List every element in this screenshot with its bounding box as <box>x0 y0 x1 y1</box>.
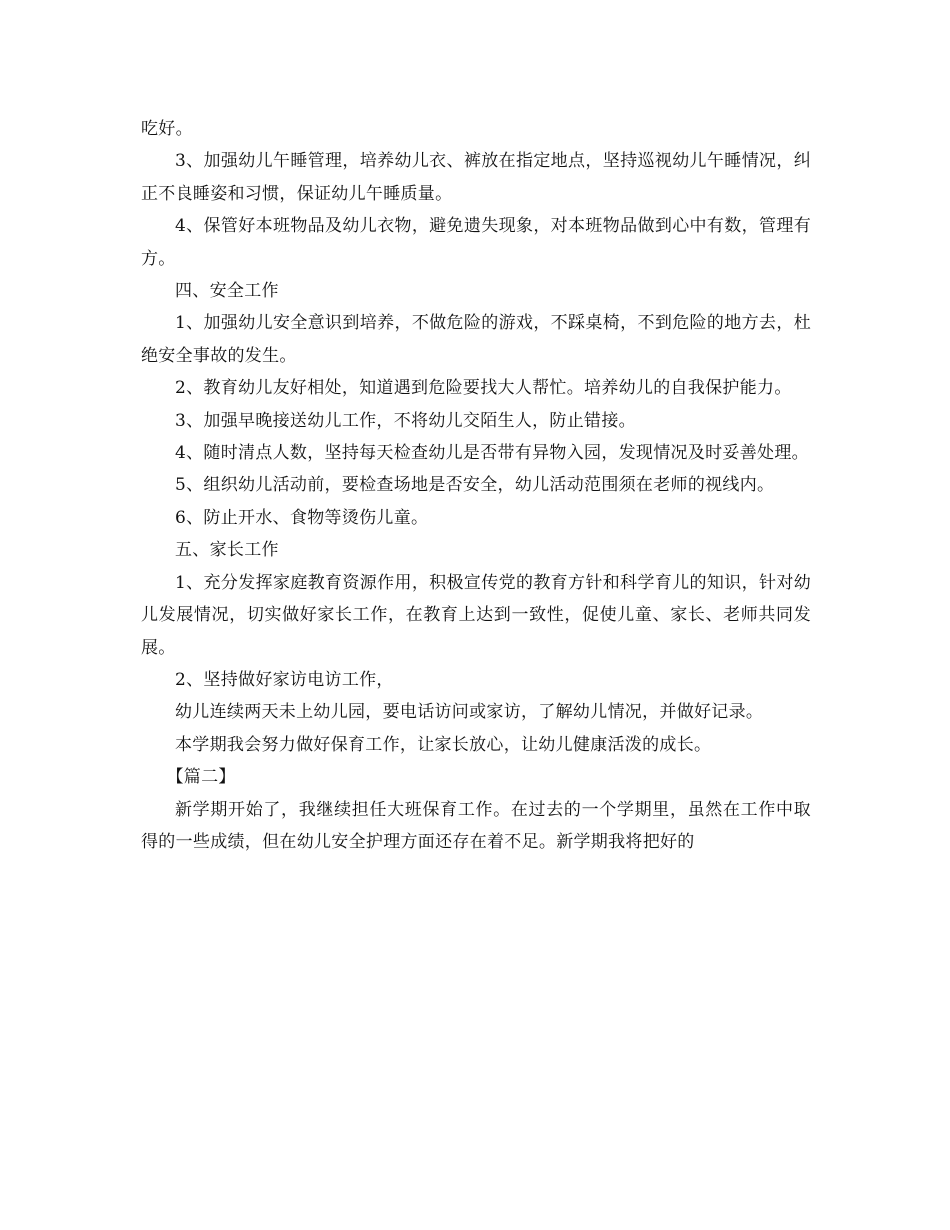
section-heading: 五、家长工作 <box>175 540 279 561</box>
paragraph: 本学期我会努力做好保育工作，让家长放心，让幼儿健康活泼的成长。 <box>175 734 712 755</box>
paragraph: 4、保管好本班物品及幼儿衣物，避免遗失现象，对本班物品做到心中有数，管理有方。 <box>141 216 811 269</box>
paragraph: 3、加强幼儿午睡管理，培养幼儿衣、裤放在指定地点，坚持巡视幼儿午睡情况，纠正不良睡姿和习惯，保证幼儿午睡质量。 <box>141 151 811 204</box>
paragraph: 幼儿连续两天未上幼儿园，要电话访问或家访，了解幼儿情况，并做好记录。 <box>175 702 764 723</box>
paragraph: 新学期开始了，我继续担任大班保育工作。在过去的一个学期里，虽然在工作中取得的一些成绩，但在幼儿安全护理方面还存在着不足。新学期我将把好的 <box>141 799 811 852</box>
section-heading: 四、安全工作 <box>175 281 279 302</box>
paragraph: 3、加强早晚接送幼儿工作，不将幼儿交陌生人，防止错接。 <box>175 410 636 431</box>
paragraph: 6、防止开水、食物等烫伤儿童。 <box>175 507 429 528</box>
paragraph: 吃好。 <box>141 119 193 139</box>
part-heading: 【篇二】 <box>166 767 236 788</box>
paragraph: 2、教育幼儿友好相处，知道遇到危险要找大人帮忙。培养幼儿的自我保护能力。 <box>175 378 792 399</box>
paragraph: 5、组织幼儿活动前，要检查场地是否安全，幼儿活动范围须在老师的视线内。 <box>175 475 775 496</box>
paragraph: 4、随时清点人数，坚持每天检查幼儿是否带有异物入园，发现情况及时妥善处理。 <box>175 443 809 464</box>
paragraph: 1、充分发挥家庭教育资源作用，积极宣传党的教育方针和科学育儿的知识，针对幼儿发展情况，切实做好家长工作，在教育上达到一致性，促使儿童、家长、老师共同发展。 <box>141 572 811 658</box>
paragraph: 1、加强幼儿安全意识到培养，不做危险的游戏，不踩桌椅，不到危险的地方去，杜绝安全事故的发生。 <box>141 313 811 366</box>
document-body <box>141 113 811 858</box>
paragraph: 2、坚持做好家访电访工作， <box>175 669 394 690</box>
